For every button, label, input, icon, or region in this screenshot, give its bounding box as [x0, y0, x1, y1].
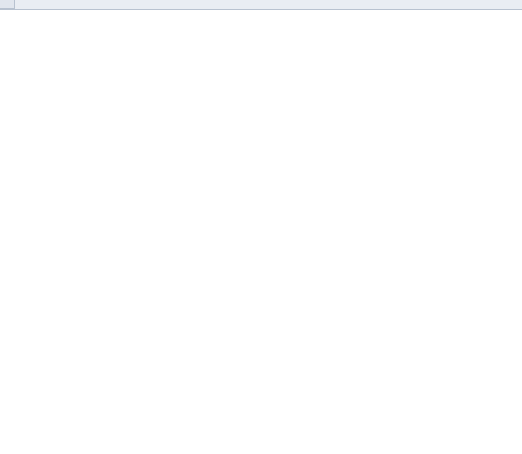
header-investments	[62, 62, 120, 122]
header-abs-growth	[122, 62, 234, 84]
header-months	[15, 54, 61, 131]
header-increase-rate	[377, 66, 453, 86]
select-all-corner[interactable]	[0, 0, 15, 9]
header-growth-rate	[240, 66, 370, 86]
column-header-bar	[0, 0, 522, 10]
header-abs-value	[462, 60, 516, 124]
